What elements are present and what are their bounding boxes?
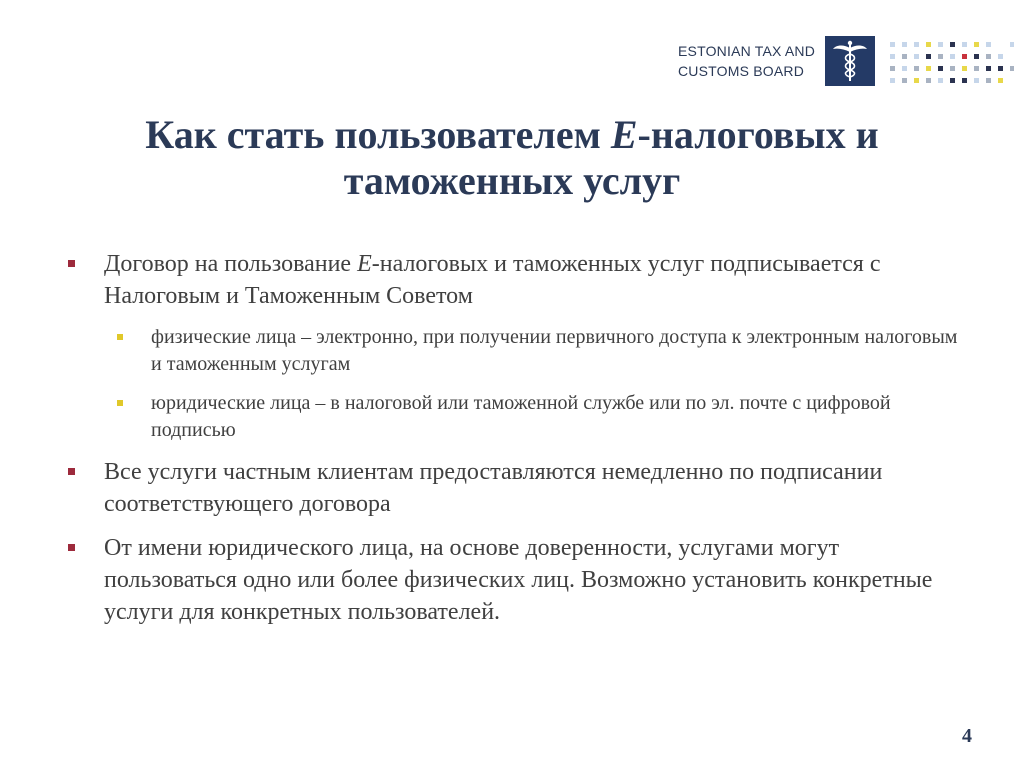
bullet-text: От имени юридического лица, на основе доверенности, услугами могут пользоваться одно или более физических лиц. Возможно установить конкретные услуги для конкретных пользователей. [104, 535, 933, 625]
bullet-text-post: -налоговых и таможенных услуг подписывается с Налоговым и Таможенным Советом [104, 251, 881, 309]
bullet-item-private-clients [66, 456, 966, 520]
sub-bullet-text: юридические лица – в налоговой или таможенной службе или по эл. почте с цифровой подписью [151, 392, 891, 441]
bullet-item-contract [66, 248, 966, 312]
logo [678, 36, 875, 86]
page-number: 4 [962, 725, 972, 747]
square-bullet-icon [68, 468, 75, 475]
square-bullet-icon [68, 260, 75, 267]
square-bullet-icon [117, 334, 123, 340]
bullet-item-power-of-attorney [66, 532, 966, 628]
bullet-text-e-letter: Е [357, 251, 372, 277]
bullet-text-pre: Договор на пользование [104, 251, 358, 277]
decorative-dot-pattern [888, 40, 1014, 90]
title-part-2: -налоговых и таможенных услуг [343, 112, 879, 203]
caduceus-icon [825, 36, 875, 86]
title-part-1: Как стать пользователем [145, 112, 611, 157]
sub-bullet-individuals [113, 324, 966, 378]
square-bullet-icon [117, 400, 123, 406]
sub-bullet-text: физические лица – электронно, при получении первичного доступа к электронным налоговым и таможенным услугам [151, 326, 958, 375]
logo-text [678, 41, 815, 81]
logo-line-2: CUSTOMS BOARD [678, 63, 805, 79]
bullet-text: Все услуги частным клиентам предоставляются немедленно по подписании соответствующего договора [104, 459, 883, 517]
title-e-letter: Е [610, 112, 638, 157]
slide-title [40, 112, 984, 204]
bullet-list [66, 248, 966, 640]
logo-line-1: ESTONIAN TAX AND [678, 43, 816, 59]
square-bullet-icon [68, 544, 75, 551]
sub-bullet-legal-entities [113, 390, 966, 444]
